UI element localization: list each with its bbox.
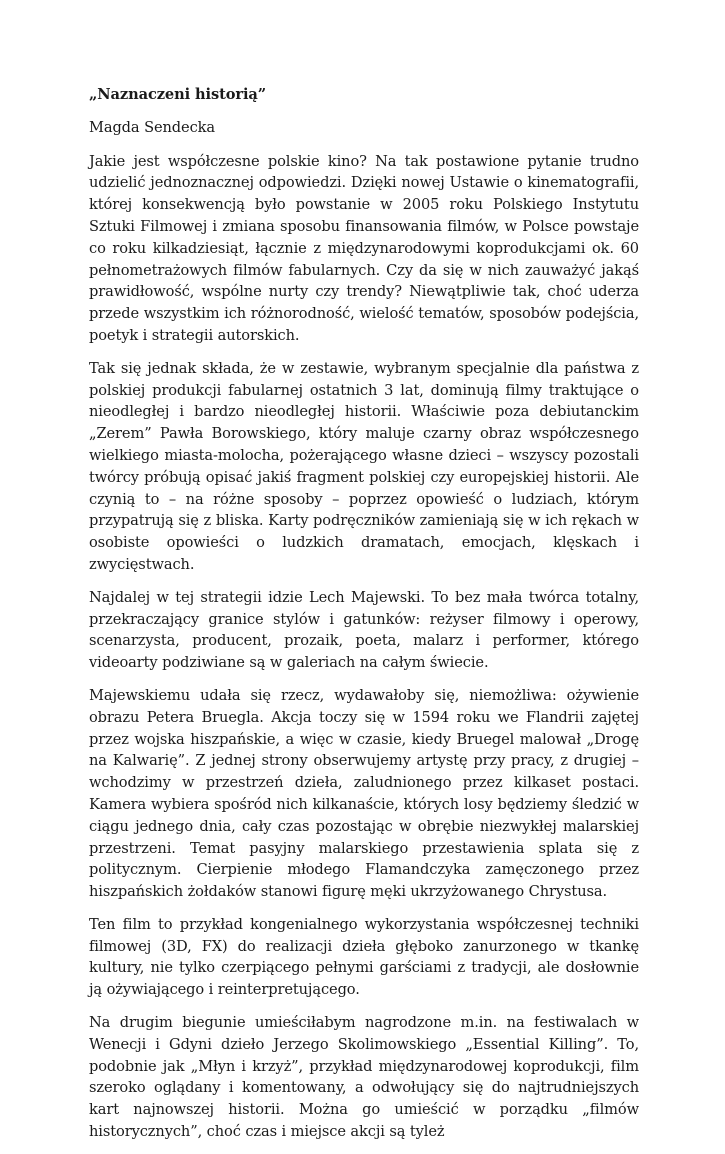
paragraph-4: Majewskiemu udała się rzecz, wydawałoby się, niemożliwa: ożywienie obrazu Petera Bruegla. Akcja toczy się w 1594 roku we Flandrii zajętej przez wojska hiszpańskie, a więc w czasie, kiedy Bruegel malował „Drogę na Kalwarię”. Z jednej strony obserwujemy artystę przy pracy, z drugiej – wchodzimy w przestrzeń dzieła, zaludnionego przez kilkaset postaci. Kamera wybiera spośród nich kilkanaście, których losy będziemy śledzić w ciągu jednego dnia, cały czas pozostając w obrębie niezwykłej malarskiej przestrzeni. Temat pasyjny malarskiego przestawienia splata się z politycznym. Cierpienie młodego Flamandczyka zamęczonego przez hiszpańskich żołdaków stanowi figurę męki ukrzyżowanego Chrystusa. xyxy=(89,686,639,901)
paragraph-6: Na drugim biegunie umieściłabym nagrodzone m.in. na festiwalach w Wenecji i Gdyni dzieło Jerzego Skolimowskiego „Essential Killing”. To, podobnie jak „Młyn i krzyż”, przykład międzynarodowej koprodukcji, film szeroko oglądany i komentowany, a odwołujący się do najtrudniejszych kart najnowszej historii. Można go umieścić w porządku „filmów historycznych”, choć czas i miejsce akcji są tyleż xyxy=(89,1014,639,1141)
paragraph-1: Jakie jest współczesne polskie kino? Na tak postawione pytanie trudno udzielić jednoznacznej odpowiedzi. Dzięki nowej Ustawie o kinematografii, której konsekwencją było powstanie w 2005 roku Polskiego Instytutu Sztuki Filmowej i zmiana sposobu finansowania filmów, w Polsce powstaje co roku kilkadziesiąt, łącznie z międzynarodowymi koprodukcjami ok. 60 pełnometrażowych filmów fabularnych. Czy da się w nich zauważyć jakąś prawidłowość, wspólne nurty czy trendy? Niewątpliwie tak, choć uderza przede wszystkim ich różnorodność, wielość tematów, sposobów podejścia, poetyk i strategii autorskich. xyxy=(89,152,639,344)
paragraph-3: Najdalej w tej strategii idzie Lech Majewski. To bez mała twórca totalny, przekraczający granice stylów i gatunków: reżyser filmowy i operowy, scenarzysta, producent, prozaik, poeta, malarz i performer, którego videoarty podziwiane są w galeriach na całym świecie. xyxy=(89,588,639,672)
paragraph-5: Ten film to przykład kongenialnego wykorzystania współczesnej techniki filmowej (3D, FX) do realizacji dzieła głęboko zanurzonego w tkankę kultury, nie tylko czerpiącego pełnymi garściami z tradycji, ale dosłownie ją ożywiającego i reinterpretującego. xyxy=(89,915,639,999)
paragraph-2: Tak się jednak składa, że w zestawie, wybranym specjalnie dla państwa z polskiej produkcji fabularnej ostatnich 3 lat, dominują filmy traktujące o nieodległej i bardzo nieodległej historii. Właściwie poza debiutanckim „Zerem” Pawła Borowskiego, który maluje czarny obraz współczesnego wielkiego miasta-molocha, pożerającego własne dzieci – wszyscy pozostali twórcy próbują opisać jakiś fragment polskiej czy europejskiej historii. Ale czynią to – na różne sposoby – poprzez opowieść o ludziach, którym przypatrują się z bliska. Karty podręczników zamieniają się w ich rękach w osobiste opowieści o ludzkich dramatach, emocjach, klęskach i zwycięstwach. xyxy=(89,359,639,573)
article-author: Magda Sendecka xyxy=(89,118,215,136)
article-title: „Naznaczeni historią” xyxy=(89,86,267,103)
document-page xyxy=(89,84,639,1154)
